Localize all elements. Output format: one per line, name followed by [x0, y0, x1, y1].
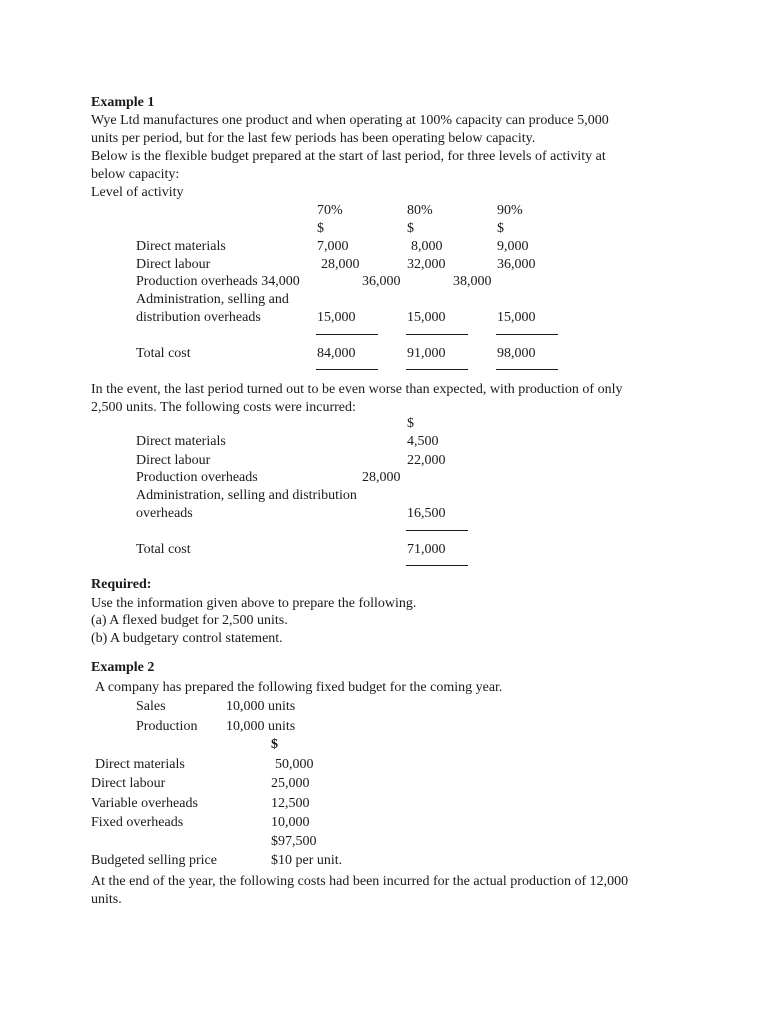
column-header-90: 90% — [497, 203, 523, 218]
example2-heading: Example 2 — [91, 660, 155, 675]
actual-subtotal-rule — [406, 530, 468, 531]
ex2-value-direct-labour: 25,000 — [271, 776, 310, 791]
event-line2: 2,500 units. The following costs were incurred: — [91, 400, 356, 415]
total-rule-70 — [316, 369, 378, 370]
example1-intro-line4: below capacity: — [91, 167, 180, 182]
currency-90: $ — [497, 221, 504, 236]
actual-label-total-cost: Total cost — [136, 542, 191, 557]
example2-end-line1: At the end of the year, the following costs had been incurred for the actual production of 12,000 — [91, 874, 629, 889]
subtotal-rule-90 — [496, 334, 558, 335]
required-item-b: (b) A budgetary control statement. — [91, 631, 283, 646]
actual-total-rule — [406, 565, 468, 566]
ex2-label-direct-materials: Direct materials — [95, 757, 185, 772]
level-of-activity-label: Level of activity — [91, 185, 184, 200]
ex2-label-variable-overheads: Variable overheads — [91, 796, 198, 811]
actual-currency: $ — [407, 416, 414, 431]
cell-administration-90: 15,000 — [497, 310, 536, 325]
cell-direct-labour-70: 28,000 — [321, 257, 360, 272]
ex2-label-fixed-overheads: Fixed overheads — [91, 815, 184, 830]
currency-80: $ — [407, 221, 414, 236]
example2-intro: A company has prepared the following fixed budget for the coming year. — [95, 680, 503, 695]
cell-total-70: 84,000 — [317, 346, 356, 361]
total-rule-90 — [496, 369, 558, 370]
example2-currency: $ — [271, 737, 278, 752]
column-header-80: 80% — [407, 203, 433, 218]
cell-direct-materials-80: 8,000 — [411, 239, 443, 254]
cell-administration-80: 15,000 — [407, 310, 446, 325]
ex2-label-direct-labour: Direct labour — [91, 776, 166, 791]
actual-label-direct-labour: Direct labour — [136, 453, 211, 468]
ex2-total: $97,500 — [271, 834, 317, 849]
cell-direct-materials-90: 9,000 — [497, 239, 529, 254]
production-label: Production — [136, 719, 198, 734]
ex2-value-direct-materials: 50,000 — [275, 757, 314, 772]
actual-label-production-overheads: Production overheads — [136, 470, 258, 485]
example1-intro-line1: Wye Ltd manufactures one product and when operating at 100% capacity can produce 5,000 — [91, 113, 609, 128]
row-label-total-cost: Total cost — [136, 346, 191, 361]
cell-direct-materials-70: 7,000 — [317, 239, 349, 254]
sales-value: 10,000 units — [226, 699, 296, 714]
required-line1: Use the information given above to prepare the following. — [91, 596, 417, 611]
ex2-value-variable-overheads: 12,500 — [271, 796, 310, 811]
row-label-production-overheads: Production overheads 34,000 — [136, 274, 300, 289]
example2-end-line2: units. — [91, 892, 122, 907]
selling-price-value: $10 per unit. — [271, 853, 343, 868]
example1-intro-line3: Below is the flexible budget prepared at the start of last period, for three levels of activity at — [91, 149, 606, 164]
row-label-direct-labour: Direct labour — [136, 257, 211, 272]
event-line1: In the event, the last period turned out to be even worse than expected, with production of only — [91, 382, 623, 397]
cell-production-overheads-80: 36,000 — [362, 274, 401, 289]
currency-70: $ — [317, 221, 324, 236]
actual-label-administration-line1: Administration, selling and distribution — [136, 488, 357, 503]
actual-value-direct-labour: 22,000 — [407, 453, 446, 468]
sales-label: Sales — [136, 699, 166, 714]
actual-value-direct-materials: 4,500 — [407, 434, 439, 449]
row-label-administration-line2: distribution overheads — [136, 310, 261, 325]
cell-production-overheads-90: 38,000 — [453, 274, 492, 289]
actual-label-direct-materials: Direct materials — [136, 434, 226, 449]
cell-administration-70: 15,000 — [317, 310, 356, 325]
example1-heading: Example 1 — [91, 95, 155, 110]
required-heading: Required: — [91, 577, 152, 592]
row-label-administration-line1: Administration, selling and — [136, 292, 289, 307]
required-item-a: (a) A flexed budget for 2,500 units. — [91, 613, 288, 628]
ex2-value-fixed-overheads: 10,000 — [271, 815, 310, 830]
cell-total-90: 98,000 — [497, 346, 536, 361]
example1-intro-line2: units per period, but for the last few periods has been operating below capacity. — [91, 131, 536, 146]
actual-label-administration-line2: overheads — [136, 506, 193, 521]
cell-total-80: 91,000 — [407, 346, 446, 361]
cell-direct-labour-80: 32,000 — [407, 257, 446, 272]
actual-value-administration: 16,500 — [407, 506, 446, 521]
selling-price-label: Budgeted selling price — [91, 853, 217, 868]
subtotal-rule-70 — [316, 334, 378, 335]
actual-value-total-cost: 71,000 — [407, 542, 446, 557]
subtotal-rule-80 — [406, 334, 468, 335]
row-label-direct-materials: Direct materials — [136, 239, 226, 254]
cell-direct-labour-90: 36,000 — [497, 257, 536, 272]
production-value: 10,000 units — [226, 719, 296, 734]
total-rule-80 — [406, 369, 468, 370]
column-header-70: 70% — [317, 203, 343, 218]
actual-value-production-overheads: 28,000 — [362, 470, 401, 485]
